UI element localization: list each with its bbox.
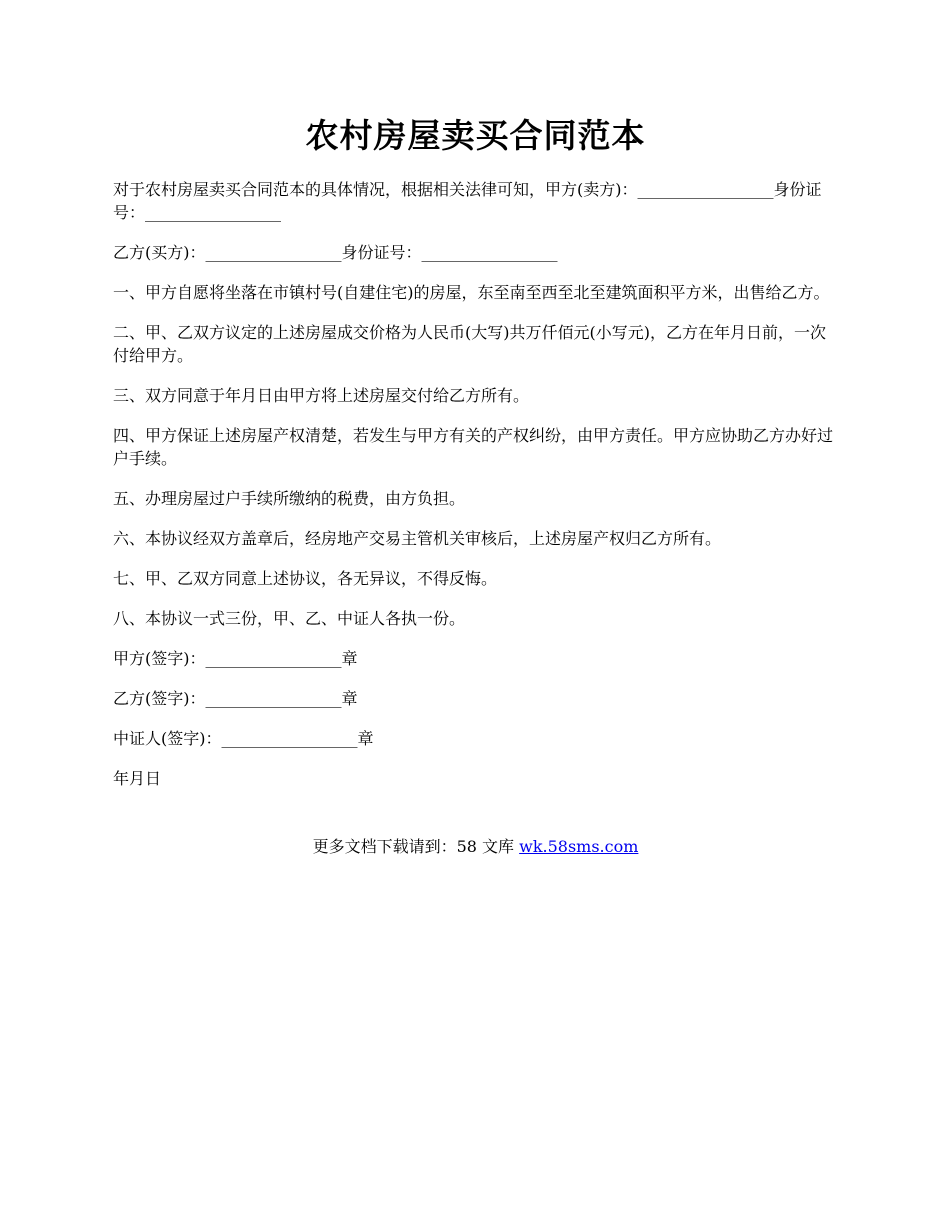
date-line: 年月日 [113, 769, 162, 788]
document-title: 农村房屋卖买合同范本 [305, 116, 646, 155]
clause-7: 七、甲、乙双方同意上述协议，各无异议，不得反悔。 [113, 569, 498, 588]
signature-party-b: 乙方(签字)：_________________章 [113, 689, 358, 708]
clause-6: 六、本协议经双方盖章后，经房地产交易主管机关审核后，上述房屋产权归乙方所有。 [113, 529, 722, 548]
footer-prefix: 更多文档下载请到：58 文库 [312, 837, 520, 856]
clause-2: 二、甲、乙双方议定的上述房屋成交价格为人民币(大写)共万仟佰元(小写元)，乙方在年月日前，一次付给甲方。 [113, 323, 826, 365]
paragraph-intro-party-a: 对于农村房屋卖买合同范本的具体情况，根据相关法律可知，甲方(卖方)：_________________身份证号：_________________ [113, 180, 822, 222]
footer-link[interactable]: wk.58sms.com [519, 837, 639, 856]
clause-4: 四、甲方保证上述房屋产权清楚，若发生与甲方有关的产权纠纷，由甲方责任。甲方应协助乙方办好过户手续。 [113, 426, 834, 468]
signature-witness: 中证人(签字)：_________________章 [113, 729, 374, 748]
signature-party-a: 甲方(签字)：_________________章 [113, 649, 358, 668]
footer [113, 835, 838, 858]
clause-8: 八、本协议一式三份，甲、乙、中证人各执一份。 [113, 609, 466, 628]
clause-3: 三、双方同意于年月日由甲方将上述房屋交付给乙方所有。 [113, 386, 530, 405]
clause-1: 一、甲方自愿将坐落在市镇村号(自建住宅)的房屋，东至南至西至北至建筑面积平方米，出售给乙方。 [113, 283, 830, 302]
clause-5: 五、办理房屋过户手续所缴纳的税费，由方负担。 [113, 489, 466, 508]
document-body [113, 178, 838, 807]
paragraph-party-b: 乙方(买方)：_________________身份证号：_________________ [113, 243, 558, 262]
